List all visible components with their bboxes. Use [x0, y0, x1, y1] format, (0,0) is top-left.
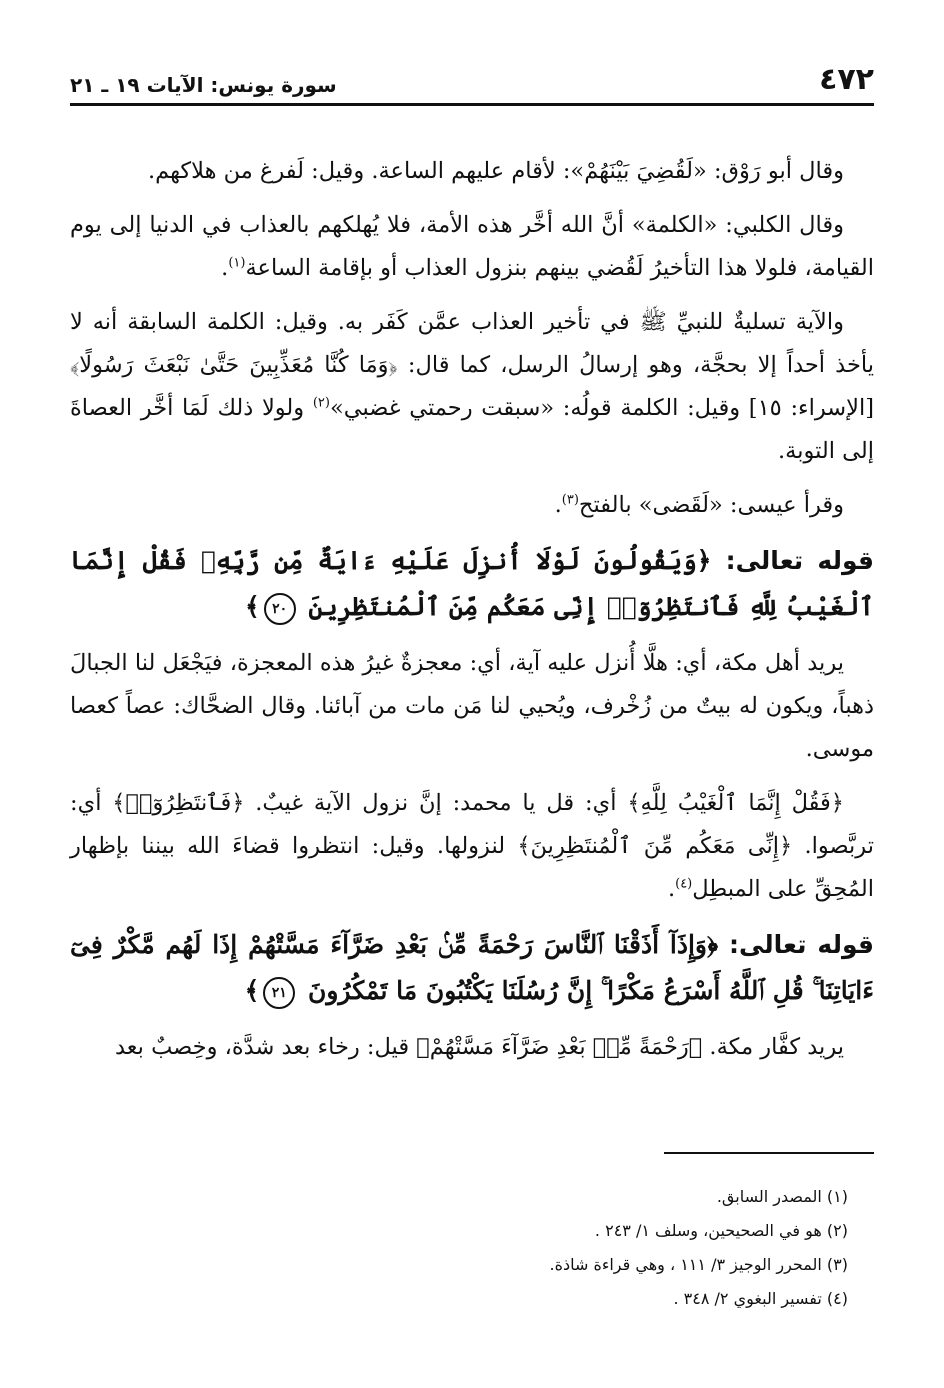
- footnote-reference: (٢): [312, 395, 330, 411]
- footnote-reference: (٣): [561, 492, 579, 508]
- paragraph-text: ﴿فَقُلْ إِنَّمَا ٱلْغَيْبُ لِلَّهِ﴾ أي: قل يا محمد: إنَّ نزول الآية غيبٌ. ﴿فَٱنتَظِرُوٓا۟﴾ أي: تربَّصوا. ﴿إِنِّى مَعَكُم مِّنَ ٱلْمُنتَظِرِينَ﴾ لنزولها. وقيل: انتظروا قضاءَ الله بيننا بإظهار المُحِقِّ على المبطِل: [70, 790, 874, 902]
- verse-close-bracket: ﴾: [245, 592, 260, 621]
- verse-number-marker: ٢١: [263, 977, 295, 1009]
- paragraph-text-end: .: [221, 255, 229, 281]
- verse-21-block: [70, 922, 874, 1014]
- quran-verse-text: ﴿وَإِذَآ أَذَقْنَا ٱلنَّاسَ رَحْمَةً مِّنۢ بَعْدِ ضَرَّآءَ مَسَّتْهُمْ إِذَا لَهُم مَّكْرٌ فِىٓ ءَايَاتِنَا ۚ قُلِ ٱللَّهُ أَسْرَعُ مَكْرًا ۚ إِنَّ رُسُلَنَا يَكْتُبُونَ مَا تَمْكُرُونَ: [70, 930, 874, 1005]
- footnote-2: (٢) هو في الصحيحين، وسلف ١/ ٢٤٣ .: [594, 1221, 848, 1240]
- paragraph-unseen: [70, 782, 874, 911]
- running-title: سورة يونس: الآيات ١٩ ـ ٢١: [70, 73, 337, 97]
- body-text: [70, 150, 874, 1080]
- footnote-divider: [664, 1152, 874, 1154]
- paragraph-text: يريد أهل مكة، أي: هلَّا أُنزل عليه آية، أي: معجزةٌ غيرُ هذه المعجزة، فيَجْعَل لنا الجبالَ ذهباً، ويكون له بيتٌ من زُخْرف، ويُحيي لنا مَن مات من آبائنا. وقال الضحَّاك: عصاً كعصا موسى.: [70, 650, 874, 762]
- verse-20-block: [70, 538, 874, 630]
- verse-intro: قوله تعالى:: [725, 546, 874, 575]
- verse-number-marker: ٢٠: [264, 593, 296, 625]
- paragraph-text-end: .: [554, 492, 562, 518]
- paragraph-text: وقال أبو رَوْق: «لَقُضِيَ بَيْنَهُمْ»: لأقام عليهم الساعة. وقيل: لَفرغ من هلاكهم.: [147, 158, 844, 184]
- page-number: ٤٧٢: [819, 62, 874, 97]
- paragraph-isa-reading: [70, 484, 874, 527]
- paragraph-consolation: [70, 301, 874, 473]
- page-header: [70, 62, 874, 106]
- paragraph-text: يريد كفَّار مكة. ﴿رَحْمَةً مِّنۢ بَعْدِ ضَرَّآءَ مَسَّتْهُمْ﴾ قيل: رخاء بعد شدَّة، وخِصبٌ بعد: [115, 1034, 844, 1060]
- paragraph-text-end: ولولا ذلك لَمَا أخَّر العصاةَ إلى التوبة.: [70, 395, 874, 464]
- paragraph-text: والآية تسليةٌ للنبيِّ ﷺ في تأخير العذاب عمَّن كَفَر به. وقيل: الكلمة السابقة أنه لا يأخذ أحداً إلا بحجَّة، وهو إرسالُ الرسل، كما قال: ﴿وَمَا كُنَّا مُعَذِّبِينَ حَتَّىٰ نَبْعَثَ رَسُولًا﴾ [الإسراء: ١٥] وقيل: الكلمة قولُه: «سبقت رحمتي غضبي»: [70, 309, 874, 421]
- verse-close-bracket: ﴾: [244, 976, 260, 1005]
- footnote-reference: (١): [228, 255, 246, 271]
- paragraph-abu-rawq: [70, 150, 874, 193]
- paragraph-people-of-mecca: [70, 642, 874, 771]
- footnote-4: (٤) تفسير البغوي ٢/ ٣٤٨ .: [673, 1289, 848, 1308]
- footnote-3: (٣) المحرر الوجيز ٣/ ١١١ ، وهي قراءة شاذة.: [549, 1255, 848, 1274]
- footnote-1: (١) المصدر السابق.: [716, 1187, 848, 1206]
- paragraph-disbelievers: [70, 1026, 874, 1069]
- footnote-reference: (٤): [675, 876, 693, 892]
- paragraph-text: وقال الكلبي: «الكلمة» أنَّ الله أخَّر هذه الأمة، فلا يُهلكهم بالعذاب في الدنيا إلى يوم القيامة، فلولا هذا التأخيرُ لَقُضي بينهم بنزول العذاب أو بإقامة الساعة: [70, 212, 874, 281]
- paragraph-text: وقرأ عيسى: «لَقَضى» بالفتح: [578, 492, 844, 518]
- paragraph-kalbi: [70, 204, 874, 290]
- quran-verse-text: ﴿وَيَقُولُونَ لَوْلَا أُنزِلَ عَلَيْهِ ءَايَةٌ مِّن رَّبِّهِۦ فَقُلْ إِنَّمَا ٱلْغَيْبُ لِلَّهِ فَٱنتَظِرُوٓا۟ إِنِّى مَعَكُم مِّنَ ٱلْمُنتَظِرِينَ: [70, 546, 874, 621]
- paragraph-text-end: .: [667, 876, 676, 902]
- footnotes: [70, 1180, 848, 1316]
- verse-intro: قوله تعالى:: [728, 930, 875, 959]
